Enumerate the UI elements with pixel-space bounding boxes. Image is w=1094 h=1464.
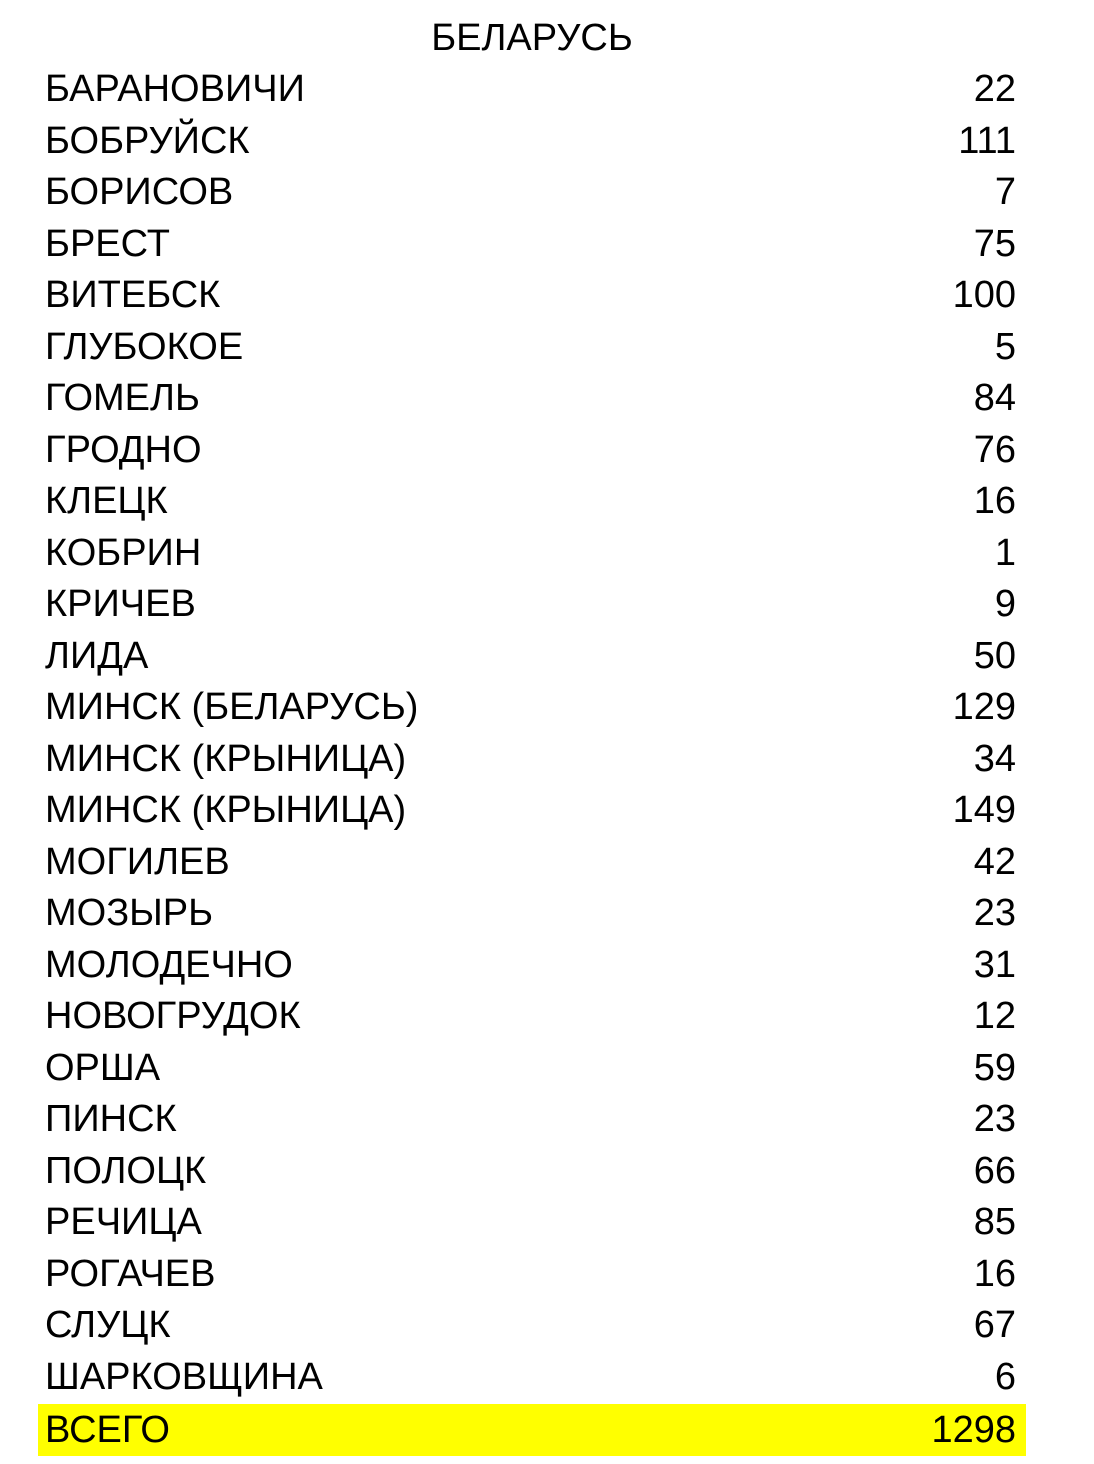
- city-name: ВИТЕБСК: [45, 274, 221, 316]
- city-name: КЛЕЦК: [45, 480, 168, 522]
- table-row: [38, 1197, 1026, 1249]
- city-count: 16: [973, 1252, 1016, 1295]
- total-label: ВСЕГО: [45, 1409, 170, 1451]
- city-name: МИНСК (КРЫНИЦА): [45, 789, 407, 831]
- city-count: 59: [973, 1046, 1016, 1089]
- table-row: [38, 219, 1026, 271]
- table-row: [38, 528, 1026, 580]
- table-row: [38, 1146, 1026, 1198]
- city-name: БОБРУЙСК: [45, 119, 250, 162]
- city-count: 9: [994, 583, 1016, 625]
- city-count: 6: [994, 1355, 1016, 1398]
- table-row: [38, 888, 1026, 940]
- table-row: [38, 991, 1026, 1043]
- table-row: [38, 1300, 1026, 1352]
- table-row: [38, 734, 1026, 786]
- table-row: [38, 631, 1026, 683]
- table-row: [38, 1352, 1026, 1404]
- city-count: 111: [958, 119, 1016, 162]
- table-row: [38, 940, 1026, 992]
- city-name: ШАРКОВЩИНА: [45, 1355, 323, 1398]
- sheet-title: БЕЛАРУСЬ: [431, 17, 633, 59]
- total-count: 1298: [931, 1409, 1016, 1451]
- city-count: 100: [952, 274, 1016, 316]
- city-name: НОВОГРУДОК: [45, 995, 301, 1037]
- table-row: [38, 167, 1026, 219]
- city-count: 66: [973, 1149, 1016, 1192]
- city-count: 23: [973, 1098, 1016, 1140]
- city-count: 84: [973, 377, 1016, 419]
- city-name: КРИЧЕВ: [45, 583, 196, 625]
- table-row: [38, 425, 1026, 477]
- table-row: [38, 116, 1026, 168]
- city-count: 42: [973, 840, 1016, 883]
- table-row: [38, 1249, 1026, 1301]
- city-name: ПОЛОЦК: [45, 1149, 207, 1192]
- city-count: 7: [994, 171, 1016, 213]
- city-count: 22: [973, 68, 1016, 110]
- city-name: ГЛУБОКОЕ: [45, 325, 244, 368]
- table-row: [38, 270, 1026, 322]
- city-name: МИНСК (БЕЛАРУСЬ): [45, 686, 419, 728]
- city-count: 50: [973, 634, 1016, 677]
- table-row: [38, 1094, 1026, 1146]
- city-name: ГОМЕЛЬ: [45, 377, 200, 419]
- city-name: ГРОДНО: [45, 428, 202, 471]
- city-count: 85: [973, 1201, 1016, 1243]
- city-count: 149: [952, 789, 1016, 831]
- table-row: [38, 373, 1026, 425]
- city-name: БАРАНОВИЧИ: [45, 68, 305, 110]
- city-count: 67: [973, 1304, 1016, 1346]
- city-name: СЛУЦК: [45, 1304, 171, 1346]
- city-count: 23: [973, 892, 1016, 934]
- city-name: МОГИЛЕВ: [45, 840, 230, 883]
- city-name: РЕЧИЦА: [45, 1201, 202, 1243]
- city-count: 129: [952, 686, 1016, 728]
- table-row: [38, 476, 1026, 528]
- city-name: МИНСК (КРЫНИЦА): [45, 737, 407, 780]
- city-name: РОГАЧЕВ: [45, 1252, 216, 1295]
- city-name: МОЛОДЕЧНО: [45, 943, 293, 986]
- table-row: [38, 1043, 1026, 1095]
- city-name: КОБРИН: [45, 531, 202, 574]
- city-count: 16: [973, 480, 1016, 522]
- city-count: 1: [994, 531, 1016, 574]
- city-count: 76: [973, 428, 1016, 471]
- city-name: МОЗЫРЬ: [45, 892, 214, 934]
- city-name: БРЕСТ: [45, 222, 171, 265]
- table-row: [38, 785, 1026, 837]
- table-row: [38, 64, 1026, 116]
- table-row: [38, 322, 1026, 374]
- city-name: БОРИСОВ: [45, 171, 234, 213]
- table-row: [38, 837, 1026, 889]
- city-table: [38, 64, 1026, 1456]
- city-name: ОРША: [45, 1046, 161, 1089]
- table-row: [38, 579, 1026, 631]
- city-count: 5: [994, 325, 1016, 368]
- table-row: [38, 682, 1026, 734]
- city-count: 75: [973, 222, 1016, 265]
- city-count: 31: [973, 943, 1016, 986]
- city-name: ЛИДА: [45, 634, 149, 677]
- total-row: [38, 1404, 1026, 1456]
- city-count: 12: [973, 995, 1016, 1037]
- city-name: ПИНСК: [45, 1098, 177, 1140]
- city-count: 34: [973, 737, 1016, 780]
